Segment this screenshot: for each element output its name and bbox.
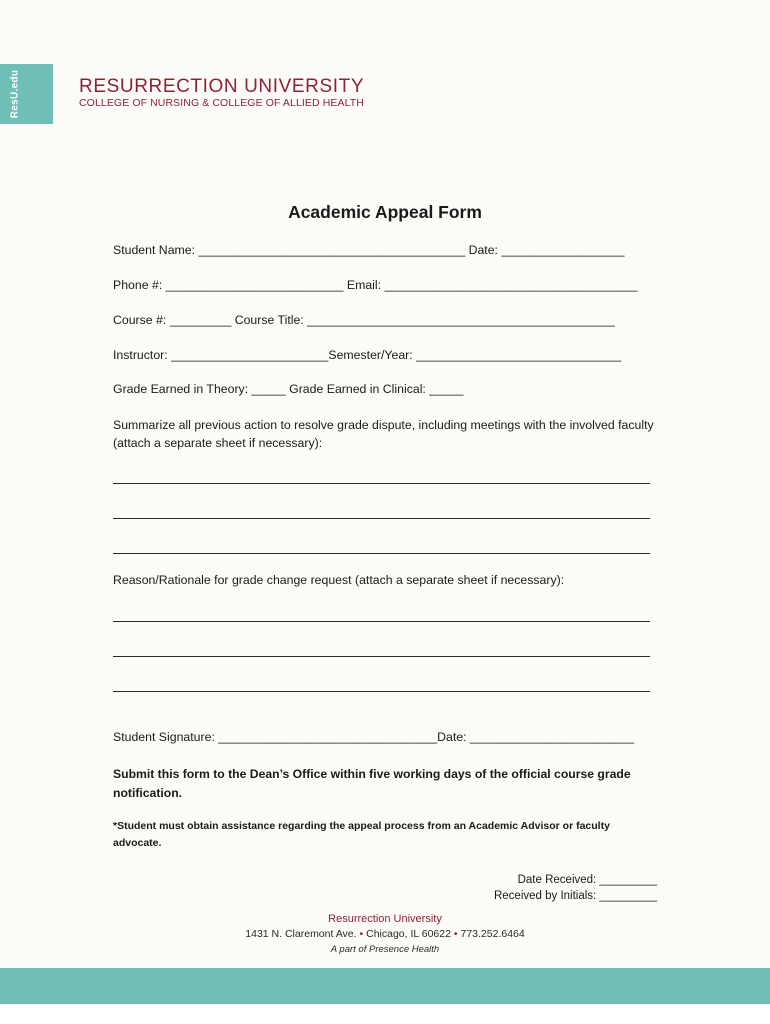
received-by-field: Received by Initials: _________: [493, 890, 657, 902]
university-name: RESURRECTION UNIVERSITY: [79, 76, 365, 97]
assistance-note: *Student must obtain assistance regarding the appeal process from an Academic Advisor or faculty advocate.: [113, 820, 610, 849]
side-tab-url: ResU.edu: [9, 69, 21, 119]
date-received-field: Date Received: _________: [517, 874, 657, 886]
student-name-date-field[interactable]: Student Name: _______________________________________ Date: __________________: [113, 243, 625, 257]
college-subtitle: COLLEGE OF NURSING & COLLEGE OF ALLIED HEALTH: [79, 97, 364, 109]
bullet-icon: •: [453, 928, 458, 940]
signature-date-field[interactable]: Student Signature: ________________________________Date: ________________________: [113, 730, 635, 744]
rationale-prompt: Reason/Rationale for grade change request (attach a separate sheet if necessary):: [113, 573, 565, 587]
bottom-margin: [0, 1004, 770, 1024]
summary-answer-line[interactable]: [113, 553, 650, 554]
summary-answer-line[interactable]: [113, 518, 650, 519]
form-title: Academic Appeal Form: [288, 202, 482, 222]
course-field[interactable]: Course #: _________ Course Title: _____________________________________________: [113, 313, 615, 327]
rationale-answer-line[interactable]: [113, 656, 650, 657]
rationale-answer-line[interactable]: [113, 621, 650, 622]
grade-earned-field[interactable]: Grade Earned in Theory: _____ Grade Earned in Clinical: _____: [113, 382, 464, 396]
summary-prompt: Summarize all previous action to resolve grade dispute, including meetings with the involved faculty (attach a separate sheet if necessary):: [113, 418, 654, 450]
phone-email-field[interactable]: Phone #: __________________________ Email: _____________________________________: [113, 278, 638, 292]
footer-tagline: A part of Presence Health: [330, 944, 440, 955]
footer-address: [0, 928, 770, 940]
summary-answer-line[interactable]: [113, 483, 650, 484]
footer-city: Chicago, IL 60622: [366, 928, 451, 940]
footer-phone: 773.252.6464: [460, 928, 525, 940]
bullet-icon: •: [359, 928, 364, 940]
instructor-semester-field[interactable]: Instructor: _______________________Semester/Year: ______________________________: [113, 348, 622, 362]
side-tab: [0, 64, 53, 124]
footer-university-name: Resurrection University: [328, 913, 442, 925]
rationale-answer-line[interactable]: [113, 691, 650, 692]
bottom-accent-bar: [0, 968, 770, 1004]
footer-street: 1431 N. Claremont Ave.: [245, 928, 357, 940]
submit-instruction: Submit this form to the Dean’s Office within five working days of the official course grade notification.: [113, 767, 631, 800]
